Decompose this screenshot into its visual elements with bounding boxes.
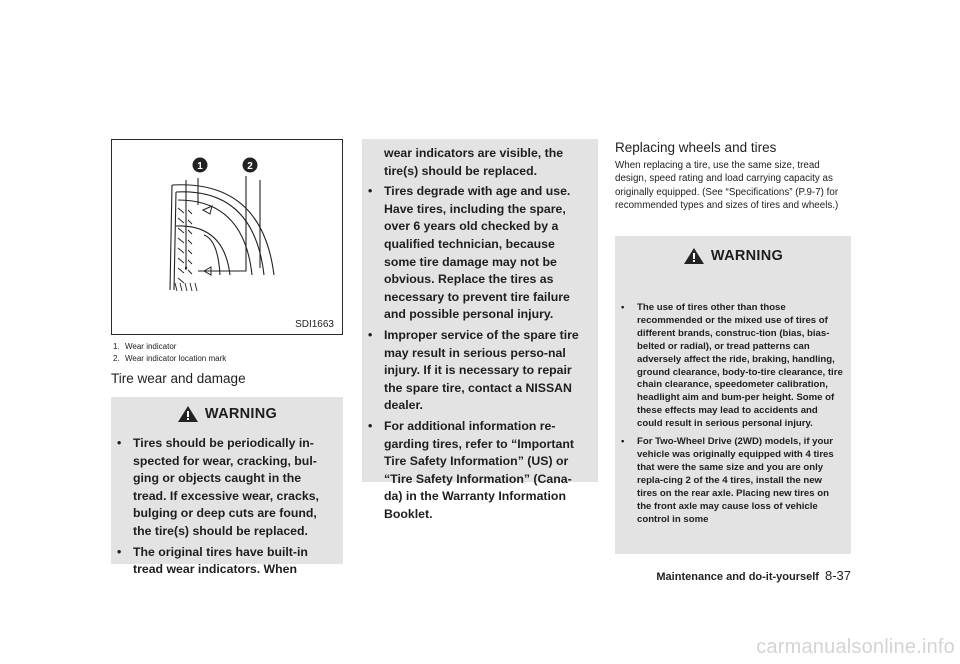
warning-label: WARNING — [204, 406, 278, 422]
callout-1-icon — [193, 158, 208, 173]
list-item: • Tires should be periodically in-spected for wear, cracking, bul-ging or objects caught in the tread. If excessive wear, cracks, bulging or deep cuts are found, the tire(s) should be replaced. — [117, 436, 319, 538]
callout-2-label: 2 — [247, 161, 253, 172]
page-number: 8-37 — [824, 568, 851, 583]
callout-2-icon — [243, 158, 258, 173]
list-item: • For additional information re-garding tires, refer to “Important Tire Safety Information” (US) or “Tire Safety Information” (Cana-da) in the Warranty Information Booklet. — [368, 418, 574, 521]
list-item: • For Two-Wheel Drive (2WD) models, if your vehicle was originally equipped with 4 tires that were the same size and you are only repla-cing 2 of the 4 tires, install the new tires on the rear axle. Placing new tires on the front axle may cause loss of vehicle control in some — [621, 436, 834, 525]
tire-wear-figure — [111, 139, 343, 335]
replacing-intro: When replacing a tire, use the same size, tread design, speed rating and load carrying capacity as originally equipped. (See “Specifications” (P.9-7) for recommended types and sizes of tires and wheels.) — [615, 160, 839, 212]
warning-triangle-icon — [177, 405, 199, 423]
warning-body-col2 — [362, 139, 598, 521]
warning-label: WARNING — [710, 248, 784, 264]
watermark: carmanualsonline.info — [756, 636, 955, 658]
section-title-replacing: Replacing wheels and tires — [615, 140, 777, 155]
warning-body-col3 — [615, 288, 851, 554]
warning-triangle-icon — [683, 247, 705, 265]
list-item: • Tires degrade with age and use. Have tires, including the spare, over 6 years old checked by a qualified technician, because some tire damage may not be obvious. Replace the tires as necessary to prevent tire failure and possible personal injury. — [368, 184, 571, 322]
caption-2: 2. Wear indicator location mark — [113, 354, 227, 363]
footer-section: Maintenance and do-it-yourself — [656, 571, 819, 583]
list-item: • Improper service of the spare tire may result in serious perso-nal injury. If it is necessary to repair the spare tire, contact a NISSAN dealer. — [368, 327, 579, 413]
warning-body-col1 — [111, 425, 343, 577]
section-title-tire-wear: Tire wear and damage — [111, 371, 246, 386]
list-item-continued: wear indicators are visible, the tire(s) should be replaced. — [384, 146, 564, 178]
page-footer — [600, 568, 851, 583]
figure-captions — [113, 341, 226, 365]
callout-1-label: 1 — [197, 161, 203, 172]
warning-header — [615, 236, 851, 276]
caption-1: 1. Wear indicator — [113, 342, 177, 351]
tire-diagram — [112, 140, 342, 334]
figure-code: SDI1663 — [295, 319, 334, 330]
list-item: • The original tires have built-in tread wear indicators. When — [117, 544, 308, 577]
list-item: • The use of tires other than those recommended or the mixed use of tires of different brands, construc-tion (bias, bias-belted or radial), or tread patterns can adversely affect the ride, braking, handling, ground clearance, body-to-tire clearance, tire chain clearance, speedometer calibration, headlight aim and bum-per height. Some of these effects may lead to accidents and could result in serious personal injury. — [621, 302, 843, 430]
